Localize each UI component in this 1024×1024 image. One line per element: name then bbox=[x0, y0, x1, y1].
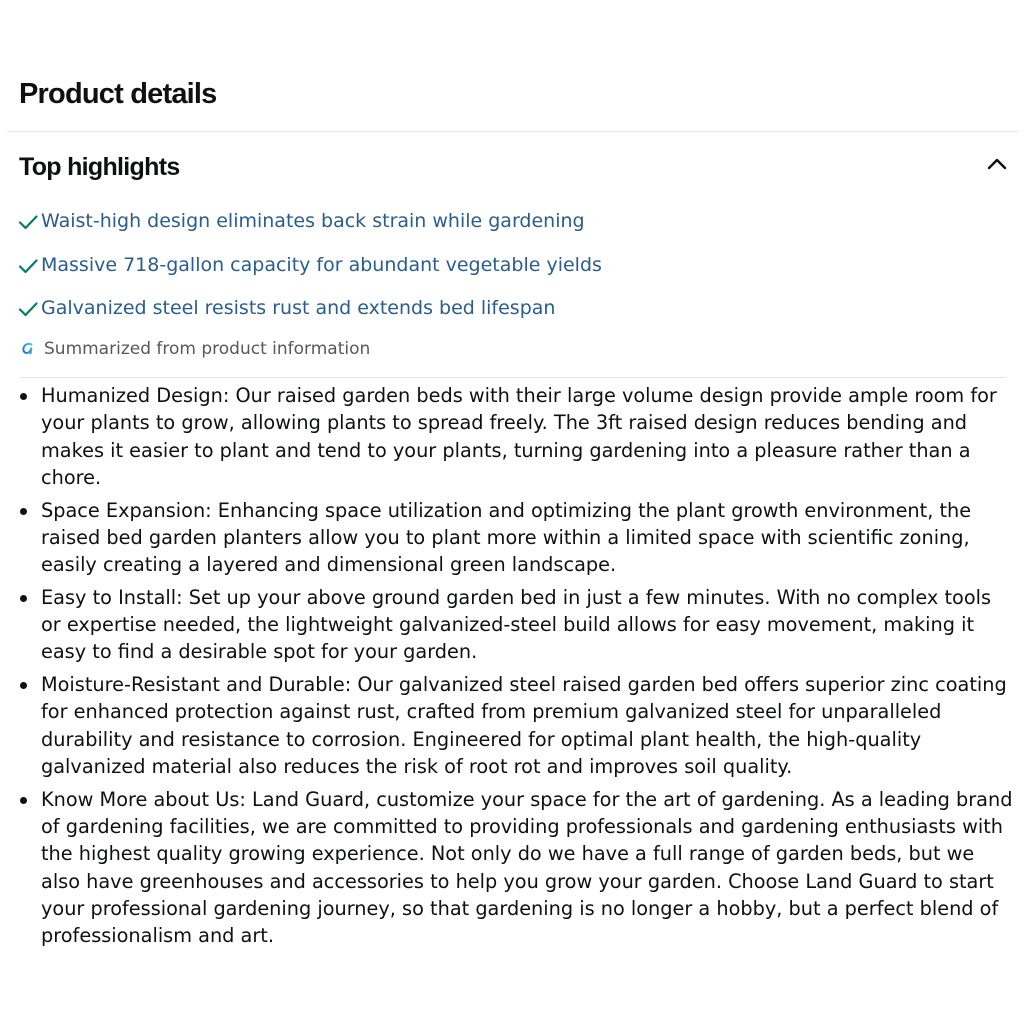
bullet-dot bbox=[20, 595, 27, 602]
bullet-text: Humanized Design: Our raised garden beds with their large volume design provide ample room for your plants to grow, allowing plants to spread freely. The 3ft raised design reduces bending and makes it easier to plant and tend to your plants, turning gardening into a pleasure rather than a chore. bbox=[41, 384, 997, 489]
bullet-item bbox=[0, 786, 1024, 950]
highlights-list bbox=[0, 203, 1024, 334]
highlight-text: Galvanized steel resists rust and extends bed lifespan bbox=[41, 297, 556, 319]
bullet-text: Know More about Us: Land Guard, customize your space for the art of gardening. As a leading brand of gardening facilities, we are committed to providing professionals and gardening enthusiasts with the highest quality growing experience. Not only do we have a full range of garden beds, but we also have greenhouses and accessories to help you grow your garden. Choose Land Guard to start your professional gardening journey, so that gardening is no longer a hobby, but a perfect blend of professionalism and art. bbox=[41, 787, 1013, 948]
bullet-item bbox=[0, 584, 1024, 666]
summary-text: Summarized from product information bbox=[44, 339, 371, 359]
bullet-item bbox=[0, 497, 1024, 579]
check-icon bbox=[18, 258, 38, 274]
ai-sparkle-icon bbox=[19, 340, 36, 357]
bullet-text: Space Expansion: Enhancing space utilization and optimizing the plant growth environment, the raised bed garden planters allow you to plant more within a limited space with scientific zoning, easily creating a layered and dimensional green landscape. bbox=[41, 498, 972, 577]
section-divider bbox=[7, 131, 1018, 132]
bullet-text: Moisture-Resistant and Durable: Our galvanized steel raised garden bed offers superior zinc coating for enhanced protection against rust, crafted from premium galvanized steel for unparalleled durability and resistance to corrosion. Engineered for optimal plant health, the high-quality galvanized material also reduces the risk of root rot and improves soil quality. bbox=[41, 673, 1007, 779]
bullet-text: Easy to Install: Set up your above ground garden bed in just a few minutes. With no complex tools or expertise needed, the lightweight galvanized-steel build allows for easy movement, making it easy to find a desirable spot for your garden. bbox=[41, 585, 992, 664]
highlight-item bbox=[0, 247, 1024, 291]
chevron-up-icon[interactable] bbox=[986, 153, 1008, 175]
page-title: Product details bbox=[19, 78, 217, 110]
top-highlights-header[interactable] bbox=[0, 145, 1024, 189]
bullet-dot bbox=[20, 393, 27, 400]
highlight-item bbox=[0, 290, 1024, 334]
feature-bullets bbox=[0, 382, 1024, 955]
check-icon bbox=[18, 301, 38, 317]
bullet-dot bbox=[20, 508, 27, 515]
bullet-item bbox=[0, 382, 1024, 491]
bullet-dot bbox=[20, 797, 27, 804]
highlight-text: Waist-high design eliminates back strain while gardening bbox=[41, 210, 585, 232]
summary-divider bbox=[19, 377, 1006, 378]
bullet-item bbox=[0, 671, 1024, 780]
bullet-dot bbox=[20, 682, 27, 689]
section-title: Top highlights bbox=[19, 153, 180, 181]
ai-summary-note bbox=[0, 336, 1024, 364]
check-icon bbox=[18, 214, 38, 230]
highlight-text: Massive 718-gallon capacity for abundant vegetable yields bbox=[41, 253, 602, 276]
highlight-item bbox=[0, 203, 1024, 247]
